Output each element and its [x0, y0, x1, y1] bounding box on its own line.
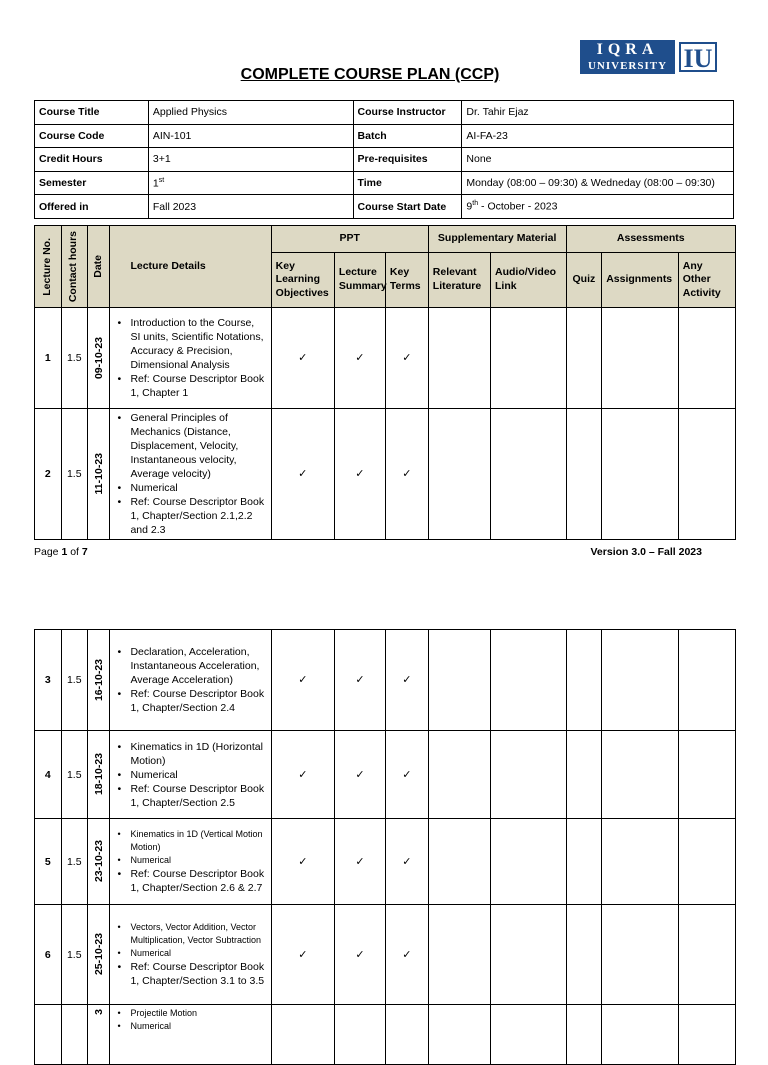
- header-contact-hours: Contact hours: [61, 226, 88, 308]
- empty-cell: [602, 630, 679, 731]
- course-title-value: Applied Physics: [148, 101, 353, 125]
- check-icon: ✓: [271, 819, 334, 905]
- prereq-label: Pre-requisites: [353, 148, 462, 172]
- empty-cell: [428, 409, 490, 540]
- start-day-suffix: th: [472, 200, 479, 208]
- empty-cell: [428, 630, 490, 731]
- detail-item: • Numerical: [130, 947, 266, 960]
- check-icon: ✓: [385, 731, 428, 819]
- table-row: [35, 308, 736, 409]
- info-row: [35, 171, 734, 195]
- lecture-number: 3: [35, 630, 62, 731]
- lecture-details: [110, 409, 271, 540]
- lecture-number: 5: [35, 819, 62, 905]
- check-icon: ✓: [271, 630, 334, 731]
- empty-cell: [566, 905, 602, 1005]
- detail-item: • Introduction to the Course, SI units, Scientific Notations, Accuracy & Precision, Dimensional Analysis: [130, 316, 266, 372]
- info-row: [35, 124, 734, 148]
- logo-mark: IU: [679, 42, 717, 72]
- header-relevant-literature: Relevant Literature: [428, 253, 490, 308]
- empty-cell: [566, 1005, 602, 1065]
- header-assignments: Assignments: [602, 253, 679, 308]
- page-total: 7: [81, 546, 88, 558]
- empty-cell: [678, 1005, 735, 1065]
- check-icon: ✓: [385, 819, 428, 905]
- header-quiz: Quiz: [566, 253, 602, 308]
- semester-value: [148, 171, 353, 195]
- check-icon: ✓: [334, 409, 385, 540]
- header-date: Date: [88, 226, 110, 308]
- info-row: [35, 101, 734, 125]
- time-value: Monday (08:00 – 09:30) & Wedneday (08:00 – 09:30): [462, 171, 734, 195]
- contact-hours: 1.5: [61, 308, 88, 409]
- detail-item: • Projectile Motion: [130, 1007, 266, 1020]
- start-date-label: Course Start Date: [353, 195, 462, 219]
- empty-cell: [491, 630, 567, 731]
- header-ppt: PPT: [271, 226, 428, 253]
- start-date-value: [462, 195, 734, 219]
- check-icon: ✓: [334, 308, 385, 409]
- lecture-details: [110, 819, 271, 905]
- credit-value: 3+1: [148, 148, 353, 172]
- detail-item: • Ref: Course Descriptor Book 1, Chapter/Section 2.4: [130, 687, 266, 715]
- prereq-value: None: [462, 148, 734, 172]
- lecture-number: 1: [35, 308, 62, 409]
- detail-item: • Numerical: [130, 1020, 266, 1033]
- empty-cell: [678, 409, 735, 540]
- lecture-date: 11-10-23: [88, 409, 110, 540]
- lecture-details: [110, 905, 271, 1005]
- detail-item: • Ref: Course Descriptor Book 1, Chapter/Section 2.6 & 2.7: [130, 867, 266, 895]
- offered-label: Offered in: [35, 195, 149, 219]
- detail-item: • Ref: Course Descriptor Book 1, Chapter/Section 3.1 to 3.5: [130, 960, 266, 988]
- table-row: [35, 905, 736, 1005]
- detail-item: • Numerical: [130, 854, 266, 867]
- empty-cell: [566, 731, 602, 819]
- offered-value: Fall 2023: [148, 195, 353, 219]
- lecture-number: 2: [35, 409, 62, 540]
- start-month-year: - October - 2023: [478, 200, 558, 213]
- empty-cell: [491, 905, 567, 1005]
- contact-hours: 1.5: [61, 409, 88, 540]
- lecture-details: [110, 630, 271, 731]
- lecture-date: 3: [88, 1005, 110, 1065]
- logo-line2: UNIVERSITY: [587, 60, 668, 72]
- empty-cell: [678, 731, 735, 819]
- detail-item: • Numerical: [130, 481, 266, 495]
- check-icon: ✓: [334, 731, 385, 819]
- contact-hours: 1.5: [61, 630, 88, 731]
- check-icon: ✓: [271, 409, 334, 540]
- lecture-details: [110, 1005, 271, 1065]
- header-lecture-details: Lecture Details: [110, 226, 271, 308]
- contact-hours: 1.5: [61, 905, 88, 1005]
- semester-number: 1: [152, 177, 159, 190]
- empty-cell: [678, 905, 735, 1005]
- header-audio-video: Audio/Video Link: [491, 253, 567, 308]
- detail-item: • Kinematics in 1D (Horizontal Motion): [130, 740, 266, 768]
- start-day: 9: [466, 200, 473, 213]
- table-row: [35, 1005, 736, 1065]
- check-icon: ✓: [271, 731, 334, 819]
- empty-cell: [491, 819, 567, 905]
- header-lecture-summary: Lecture Summary: [334, 253, 385, 308]
- contact-hours: [61, 1005, 88, 1065]
- info-row: [35, 148, 734, 172]
- empty-cell: [428, 1005, 490, 1065]
- check-icon: ✓: [334, 905, 385, 1005]
- detail-item: • Ref: Course Descriptor Book 1, Chapter/Section 2.1,2.2 and 2.3: [130, 495, 266, 537]
- page-current: 1: [61, 546, 68, 558]
- instructor-label: Course Instructor: [353, 101, 462, 125]
- time-label: Time: [353, 171, 462, 195]
- page-prefix: Page: [34, 546, 62, 558]
- header-other-activity: Any Other Activity: [678, 253, 735, 308]
- detail-item: • Numerical: [130, 768, 266, 782]
- empty-cell: [428, 731, 490, 819]
- page-number: [34, 546, 88, 558]
- lecture-date: 09-10-23: [88, 308, 110, 409]
- lecture-plan-table-page2: [34, 629, 736, 1065]
- page-of: of: [67, 546, 82, 558]
- header-lecture-no: Lecture No.: [35, 226, 62, 308]
- lecture-number: 6: [35, 905, 62, 1005]
- empty-cell: [566, 308, 602, 409]
- empty-cell: [491, 409, 567, 540]
- contact-hours: 1.5: [61, 731, 88, 819]
- lecture-date: 25-10-23: [88, 905, 110, 1005]
- table-row: [35, 819, 736, 905]
- detail-item: • General Principles of Mechanics (Distance, Displacement, Velocity, Instantaneous velocity, Average velocity): [130, 411, 266, 481]
- logo-line1: IQRA: [596, 41, 659, 58]
- table-row: [35, 731, 736, 819]
- empty-cell: [491, 1005, 567, 1065]
- instructor-value: Dr. Tahir Ejaz: [462, 101, 734, 125]
- check-icon: ✓: [334, 630, 385, 731]
- course-code-value: AIN-101: [148, 124, 353, 148]
- empty-cell: [428, 905, 490, 1005]
- course-info-table: [34, 100, 734, 219]
- detail-item: • Vectors, Vector Addition, Vector Multiplication, Vector Subtraction: [130, 921, 266, 947]
- lecture-number: [35, 1005, 62, 1065]
- check-icon: ✓: [271, 308, 334, 409]
- lecture-date: 16-10-23: [88, 630, 110, 731]
- page-title: COMPLETE COURSE PLAN (CCP): [240, 66, 500, 83]
- contact-hours: 1.5: [61, 819, 88, 905]
- empty-cell: [566, 630, 602, 731]
- check-icon: ✓: [385, 308, 428, 409]
- empty-cell: [602, 409, 679, 540]
- version-label: Version 3.0 – Fall 2023: [590, 546, 702, 558]
- batch-value: AI-FA-23: [462, 124, 734, 148]
- check-icon: ✓: [271, 905, 334, 1005]
- empty-cell: [602, 731, 679, 819]
- empty-cell: [602, 905, 679, 1005]
- empty-cell: [678, 819, 735, 905]
- empty-cell: [491, 308, 567, 409]
- course-code-label: Course Code: [35, 124, 149, 148]
- credit-label: Credit Hours: [35, 148, 149, 172]
- lecture-date: 23-10-23: [88, 819, 110, 905]
- header-supplementary: Supplementary Material: [428, 226, 566, 253]
- lecture-details: [110, 731, 271, 819]
- detail-item: • Kinematics in 1D (Vertical Motion Motion): [130, 828, 266, 854]
- empty-cell: [428, 819, 490, 905]
- detail-item: • Ref: Course Descriptor Book 1, Chapter/Section 2.5: [130, 782, 266, 810]
- empty-cell: [491, 731, 567, 819]
- empty-cell: [602, 1005, 679, 1065]
- check-icon: ✓: [334, 819, 385, 905]
- check-icon: ✓: [385, 409, 428, 540]
- empty-cell: [602, 308, 679, 409]
- header-key-terms: Key Terms: [385, 253, 428, 308]
- info-row: [35, 195, 734, 219]
- check-icon: ✓: [385, 630, 428, 731]
- detail-item: • Declaration, Acceleration, Instantaneous Acceleration, Average Acceleration): [130, 645, 266, 687]
- empty-cell: [271, 1005, 334, 1065]
- empty-cell: [566, 819, 602, 905]
- empty-cell: [678, 630, 735, 731]
- lecture-plan-table-page1: [34, 225, 736, 540]
- lecture-date: 18-10-23: [88, 731, 110, 819]
- empty-cell: [678, 308, 735, 409]
- header-assessments: Assessments: [566, 226, 735, 253]
- detail-item: • Ref: Course Descriptor Book 1, Chapter 1: [130, 372, 266, 400]
- check-icon: ✓: [385, 905, 428, 1005]
- table-row: [35, 630, 736, 731]
- lecture-number: 4: [35, 731, 62, 819]
- header-key-objectives: Key Learning Objectives: [271, 253, 334, 308]
- lecture-details: [110, 308, 271, 409]
- semester-label: Semester: [35, 171, 149, 195]
- empty-cell: [428, 308, 490, 409]
- course-title-label: Course Title: [35, 101, 149, 125]
- empty-cell: [334, 1005, 385, 1065]
- table-row: [35, 409, 736, 540]
- empty-cell: [385, 1005, 428, 1065]
- empty-cell: [566, 409, 602, 540]
- semester-suffix: st: [158, 176, 165, 184]
- empty-cell: [602, 819, 679, 905]
- batch-label: Batch: [353, 124, 462, 148]
